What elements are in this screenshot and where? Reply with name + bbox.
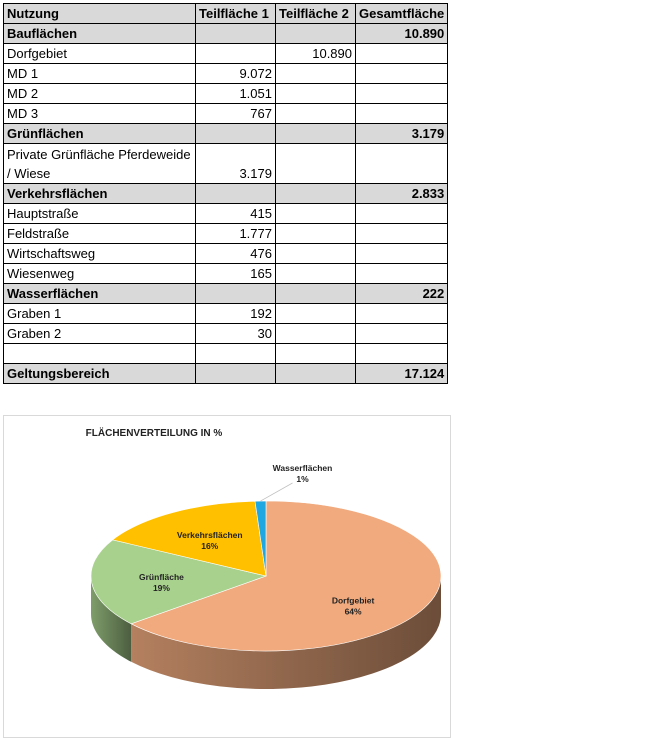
table-row bbox=[4, 124, 448, 144]
cell-teilflaeche-2 bbox=[276, 64, 356, 84]
chart-title: FLÄCHENVERTEILUNG IN % bbox=[85, 428, 223, 439]
cell-teilflaeche-1 bbox=[196, 284, 276, 304]
cell-nutzung: MD 1 bbox=[4, 64, 196, 84]
cell-teilflaeche-2 bbox=[276, 284, 356, 304]
cell-gesamtflaeche bbox=[356, 264, 448, 284]
cell-teilflaeche-2 bbox=[276, 104, 356, 124]
cell-gesamtflaeche: 2.833 bbox=[356, 184, 448, 204]
table-row bbox=[4, 224, 448, 244]
cell-teilflaeche-1: 30 bbox=[196, 324, 276, 344]
data-label-name: Dorfgebiet bbox=[331, 595, 375, 606]
cell-teilflaeche-1 bbox=[196, 184, 276, 204]
cell-nutzung: Grünflächen bbox=[4, 124, 196, 144]
table-row bbox=[4, 244, 448, 264]
cell-nutzung: MD 2 bbox=[4, 84, 196, 104]
cell-nutzung: Wirtschaftsweg bbox=[4, 244, 196, 264]
table-row bbox=[4, 304, 448, 324]
table-row bbox=[4, 264, 448, 284]
cell-teilflaeche-1 bbox=[196, 44, 276, 64]
table-header-row bbox=[4, 4, 448, 24]
cell-teilflaeche-1: 3.179 bbox=[196, 144, 276, 184]
cell-nutzung: Wiesenweg bbox=[4, 264, 196, 284]
cell-teilflaeche-1: 767 bbox=[196, 104, 276, 124]
cell-teilflaeche-2 bbox=[276, 144, 356, 184]
cell-gesamtflaeche bbox=[356, 84, 448, 104]
table-row bbox=[4, 24, 448, 44]
cell-teilflaeche-2 bbox=[276, 224, 356, 244]
cell-nutzung: Geltungsbereich bbox=[4, 364, 196, 384]
cell-gesamtflaeche bbox=[356, 144, 448, 184]
table-row bbox=[4, 284, 448, 304]
data-label-value: 64% bbox=[344, 606, 362, 617]
cell-teilflaeche-1: 165 bbox=[196, 264, 276, 284]
cell-teilflaeche-2 bbox=[276, 124, 356, 144]
pie-chart-svg bbox=[4, 416, 450, 737]
table-row bbox=[4, 204, 448, 224]
cell-gesamtflaeche bbox=[356, 344, 448, 364]
cell-teilflaeche-1: 415 bbox=[196, 204, 276, 224]
table-row bbox=[4, 44, 448, 64]
cell-nutzung: Feldstraße bbox=[4, 224, 196, 244]
cell-nutzung bbox=[4, 344, 196, 364]
cell-teilflaeche-1 bbox=[196, 124, 276, 144]
cell-teilflaeche-1 bbox=[196, 364, 276, 384]
cell-gesamtflaeche bbox=[356, 244, 448, 264]
cell-nutzung: Bauflächen bbox=[4, 24, 196, 44]
cell-gesamtflaeche: 17.124 bbox=[356, 364, 448, 384]
cell-teilflaeche-2 bbox=[276, 264, 356, 284]
cell-teilflaeche-1: 1.051 bbox=[196, 84, 276, 104]
cell-teilflaeche-2 bbox=[276, 324, 356, 344]
area-table bbox=[3, 3, 448, 384]
cell-gesamtflaeche bbox=[356, 104, 448, 124]
cell-gesamtflaeche bbox=[356, 324, 448, 344]
leader-line bbox=[261, 483, 293, 501]
data-label-name: Verkehrsflächen bbox=[176, 530, 243, 541]
cell-gesamtflaeche bbox=[356, 44, 448, 64]
cell-teilflaeche-1 bbox=[196, 344, 276, 364]
table-row bbox=[4, 324, 448, 344]
header-nutzung: Nutzung bbox=[4, 4, 196, 24]
data-label-value: 19% bbox=[152, 583, 170, 594]
cell-teilflaeche-1: 9.072 bbox=[196, 64, 276, 84]
header-teilflaeche-2: Teilfläche 2 bbox=[276, 4, 356, 24]
cell-gesamtflaeche bbox=[356, 64, 448, 84]
cell-teilflaeche-2 bbox=[276, 204, 356, 224]
table-row bbox=[4, 344, 448, 364]
cell-nutzung: Private Grünfläche Pferdeweide / Wiese bbox=[4, 144, 196, 184]
cell-nutzung: Graben 2 bbox=[4, 324, 196, 344]
data-label-value: 1% bbox=[296, 474, 309, 484]
cell-nutzung: Dorfgebiet bbox=[4, 44, 196, 64]
table-row bbox=[4, 84, 448, 104]
cell-teilflaeche-2 bbox=[276, 304, 356, 324]
cell-nutzung: Verkehrsflächen bbox=[4, 184, 196, 204]
cell-teilflaeche-1: 192 bbox=[196, 304, 276, 324]
table-row bbox=[4, 364, 448, 384]
cell-gesamtflaeche: 3.179 bbox=[356, 124, 448, 144]
cell-teilflaeche-2 bbox=[276, 184, 356, 204]
cell-teilflaeche-1: 1.777 bbox=[196, 224, 276, 244]
pie-chart bbox=[3, 415, 451, 738]
cell-teilflaeche-2 bbox=[276, 84, 356, 104]
table-row bbox=[4, 184, 448, 204]
cell-gesamtflaeche: 10.890 bbox=[356, 24, 448, 44]
data-label-name: Wasserflächen bbox=[272, 463, 333, 473]
table-row bbox=[4, 104, 448, 124]
cell-teilflaeche-2 bbox=[276, 244, 356, 264]
cell-nutzung: MD 3 bbox=[4, 104, 196, 124]
cell-teilflaeche-2 bbox=[276, 344, 356, 364]
cell-teilflaeche-2 bbox=[276, 364, 356, 384]
cell-teilflaeche-1 bbox=[196, 24, 276, 44]
cell-gesamtflaeche bbox=[356, 304, 448, 324]
data-label-value: 16% bbox=[201, 541, 219, 552]
cell-nutzung: Wasserflächen bbox=[4, 284, 196, 304]
cell-nutzung: Graben 1 bbox=[4, 304, 196, 324]
header-teilflaeche-1: Teilfläche 1 bbox=[196, 4, 276, 24]
header-gesamtflaeche: Gesamtfläche bbox=[356, 4, 448, 24]
cell-teilflaeche-2 bbox=[276, 24, 356, 44]
table-row bbox=[4, 144, 448, 184]
cell-gesamtflaeche bbox=[356, 224, 448, 244]
table-row bbox=[4, 64, 448, 84]
cell-gesamtflaeche bbox=[356, 204, 448, 224]
cell-teilflaeche-2: 10.890 bbox=[276, 44, 356, 64]
cell-gesamtflaeche: 222 bbox=[356, 284, 448, 304]
data-label-name: Grünfläche bbox=[139, 572, 184, 583]
cell-teilflaeche-1: 476 bbox=[196, 244, 276, 264]
cell-nutzung: Hauptstraße bbox=[4, 204, 196, 224]
